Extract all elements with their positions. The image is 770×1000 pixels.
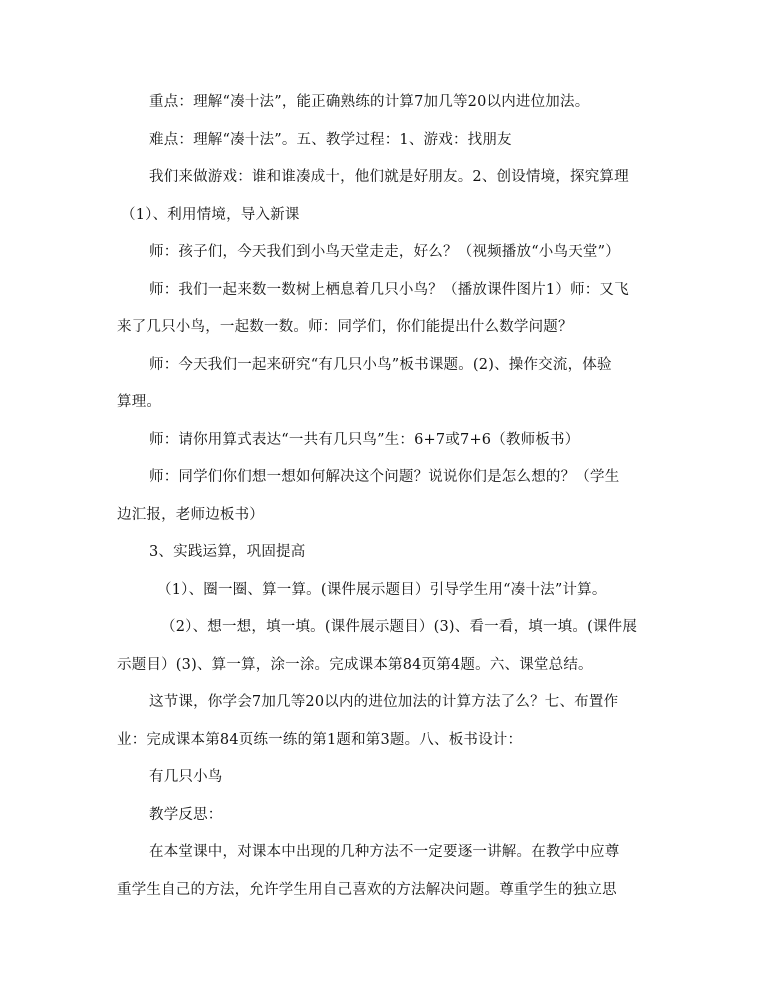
- text-line-game: 我们来做游戏：谁和谁凑成十，他们就是好朋友。2、创设情境，探究算理: [149, 169, 629, 185]
- text-line-teacher-5-cont: 边汇报，老师边板书）: [117, 506, 264, 523]
- text-line-key-point: 重点：理解“凑十法”，能正确熟练的计算7加几等20以内进位加法。: [149, 94, 590, 110]
- text-line-board-title: 有几只小鸟: [149, 769, 223, 785]
- text-line-teacher-5: 师：同学们你们想一想如何解决这个问题？说说你们是怎么想的？（学生: [149, 469, 620, 485]
- text-line-teacher-2-cont: 来了几只小鸟，一起数一数。师：同学们，你们能提出什么数学问题？: [117, 319, 573, 335]
- text-line-practice-heading: 3、实践运算，巩固提高: [149, 544, 306, 560]
- text-line-teacher-2: 师：我们一起来数一数树上栖息着几只小鸟？（播放课件图片1）师：又飞: [149, 281, 629, 298]
- text-line-summary-cont: 业：完成课本第84页练一练的第1题和第3题。八、板书设计：: [117, 731, 523, 748]
- text-line-practice-1: （1）、圈一圈、算一算。(课件展示题目）引导学生用“凑十法”计算。: [157, 581, 607, 598]
- text-line-practice-2: （2）、想一想，填一填。(课件展示题目）(3)、看一看，填一填。(课件展: [161, 619, 638, 635]
- text-line-practice-2-cont: 示题目）(3)、算一算，涂一涂。完成课本第84页第4题。六、课堂总结。: [117, 656, 593, 673]
- text-line-reflection-heading: 教学反思：: [149, 806, 223, 823]
- text-line-difficulty: 难点：理解“凑十法”。五、教学过程：1、游戏：找朋友: [149, 131, 512, 148]
- text-line-situation: （1）、利用情境，导入新课: [121, 206, 300, 223]
- text-line-teacher-3-cont: 算理。: [117, 394, 162, 410]
- document-body: [117, 84, 657, 909]
- text-line-reflection-1: 在本堂课中，对课本中出现的几种方法不一定要逐一讲解。在教学中应尊: [149, 844, 620, 860]
- text-line-reflection-1-cont: 重学生自己的方法，允许学生用自己喜欢的方法解决问题。尊重学生的独立思: [117, 881, 617, 898]
- text-line-teacher-3: 师：今天我们一起来研究“有几只小鸟”板书课题。(2)、操作交流，体验: [149, 356, 612, 373]
- text-line-teacher-4: 师：请你用算式表达“一共有几只鸟”生：6+7或7+6（教师板书）: [149, 431, 580, 448]
- text-line-teacher-1: 师：孩子们，今天我们到小鸟天堂走走，好么？（视频播放“小鸟天堂”）: [149, 244, 620, 260]
- text-line-summary: 这节课，你学会7加几等20以内的进位加法的计算方法了么？七、布置作: [149, 694, 619, 710]
